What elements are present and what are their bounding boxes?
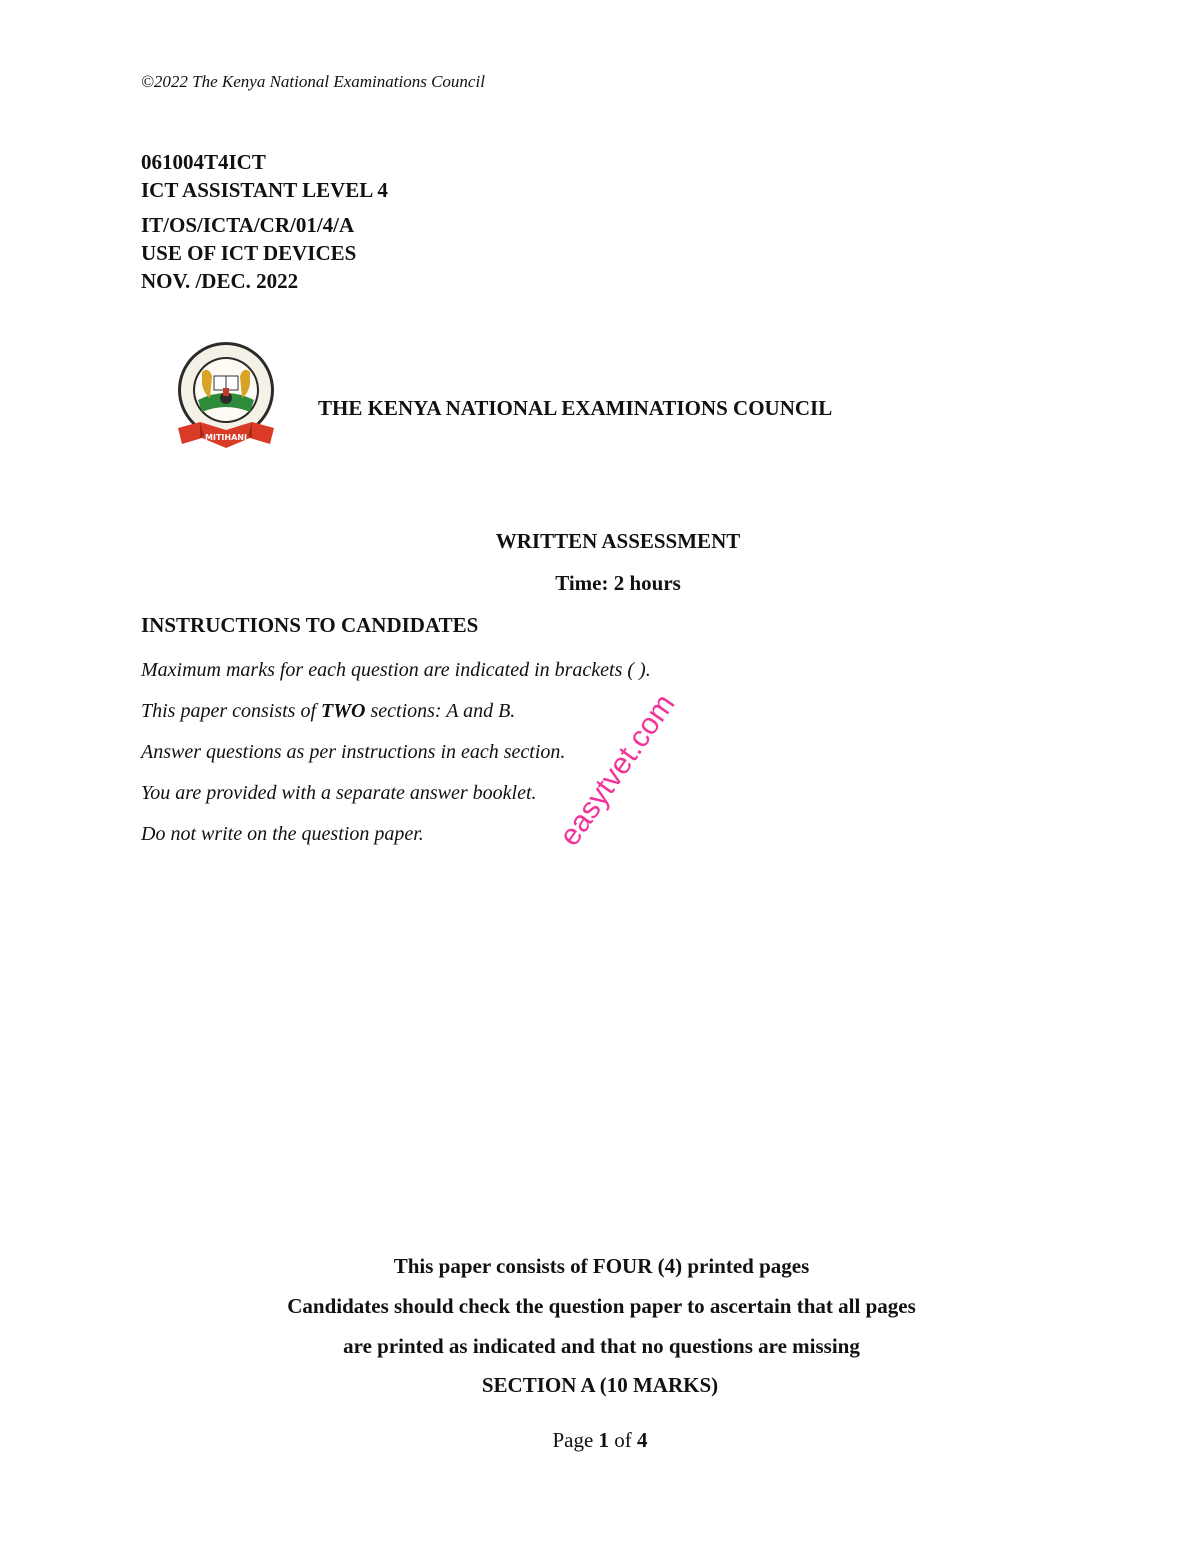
- page-of: of: [614, 1428, 632, 1452]
- instruction-item: Maximum marks for each question are indicated in brackets ( ).: [141, 659, 651, 681]
- check-note-line1: Candidates should check the question paper to ascertain that all pages: [287, 1294, 916, 1318]
- instructions-heading: INSTRUCTIONS TO CANDIDATES: [141, 613, 479, 637]
- page-total: 4: [637, 1428, 648, 1452]
- instruction-text: This paper consists of: [141, 700, 322, 722]
- unit-code: IT/OS/ICTA/CR/01/4/A: [141, 213, 355, 237]
- instruction-text: sections: A and B.: [365, 700, 516, 722]
- svg-text:MITIHANI: MITIHANI: [205, 433, 247, 442]
- instruction-item: [141, 698, 651, 739]
- unit-title: USE OF ICT DEVICES: [141, 241, 357, 265]
- section-heading: SECTION A (10 MARKS): [481, 1373, 719, 1397]
- paper-code-block: [141, 148, 388, 204]
- assessment-type: WRITTEN ASSESSMENT: [495, 529, 741, 553]
- knec-seal-logo: [170, 340, 282, 456]
- check-note-line2: are printed as indicated and that no questions are missing: [343, 1334, 860, 1358]
- exam-session: NOV. /DEC. 2022: [141, 269, 299, 293]
- paper-level: ICT ASSISTANT LEVEL 4: [141, 178, 388, 202]
- instruction-item: You are provided with a separate answer booklet.: [141, 782, 537, 804]
- page-label: Page: [552, 1428, 594, 1452]
- assessment-time: Time: 2 hours: [555, 571, 681, 595]
- copyright-header: ©2022 The Kenya National Examinations Council: [141, 72, 485, 91]
- unit-info-block: [141, 211, 356, 295]
- instruction-item: Do not write on the question paper.: [141, 823, 424, 845]
- council-title: THE KENYA NATIONAL EXAMINATIONS COUNCIL: [318, 396, 833, 420]
- instruction-emphasis: TWO: [321, 700, 366, 722]
- watermark: easytvet.com: [553, 688, 682, 852]
- page-current: 1: [598, 1428, 610, 1452]
- page-count-note: This paper consists of FOUR (4) printed pages: [393, 1254, 810, 1278]
- instruction-item: Answer questions as per instructions in each section.: [141, 741, 566, 763]
- paper-code: 061004T4ICT: [141, 150, 266, 174]
- page-number: [0, 1428, 1200, 1453]
